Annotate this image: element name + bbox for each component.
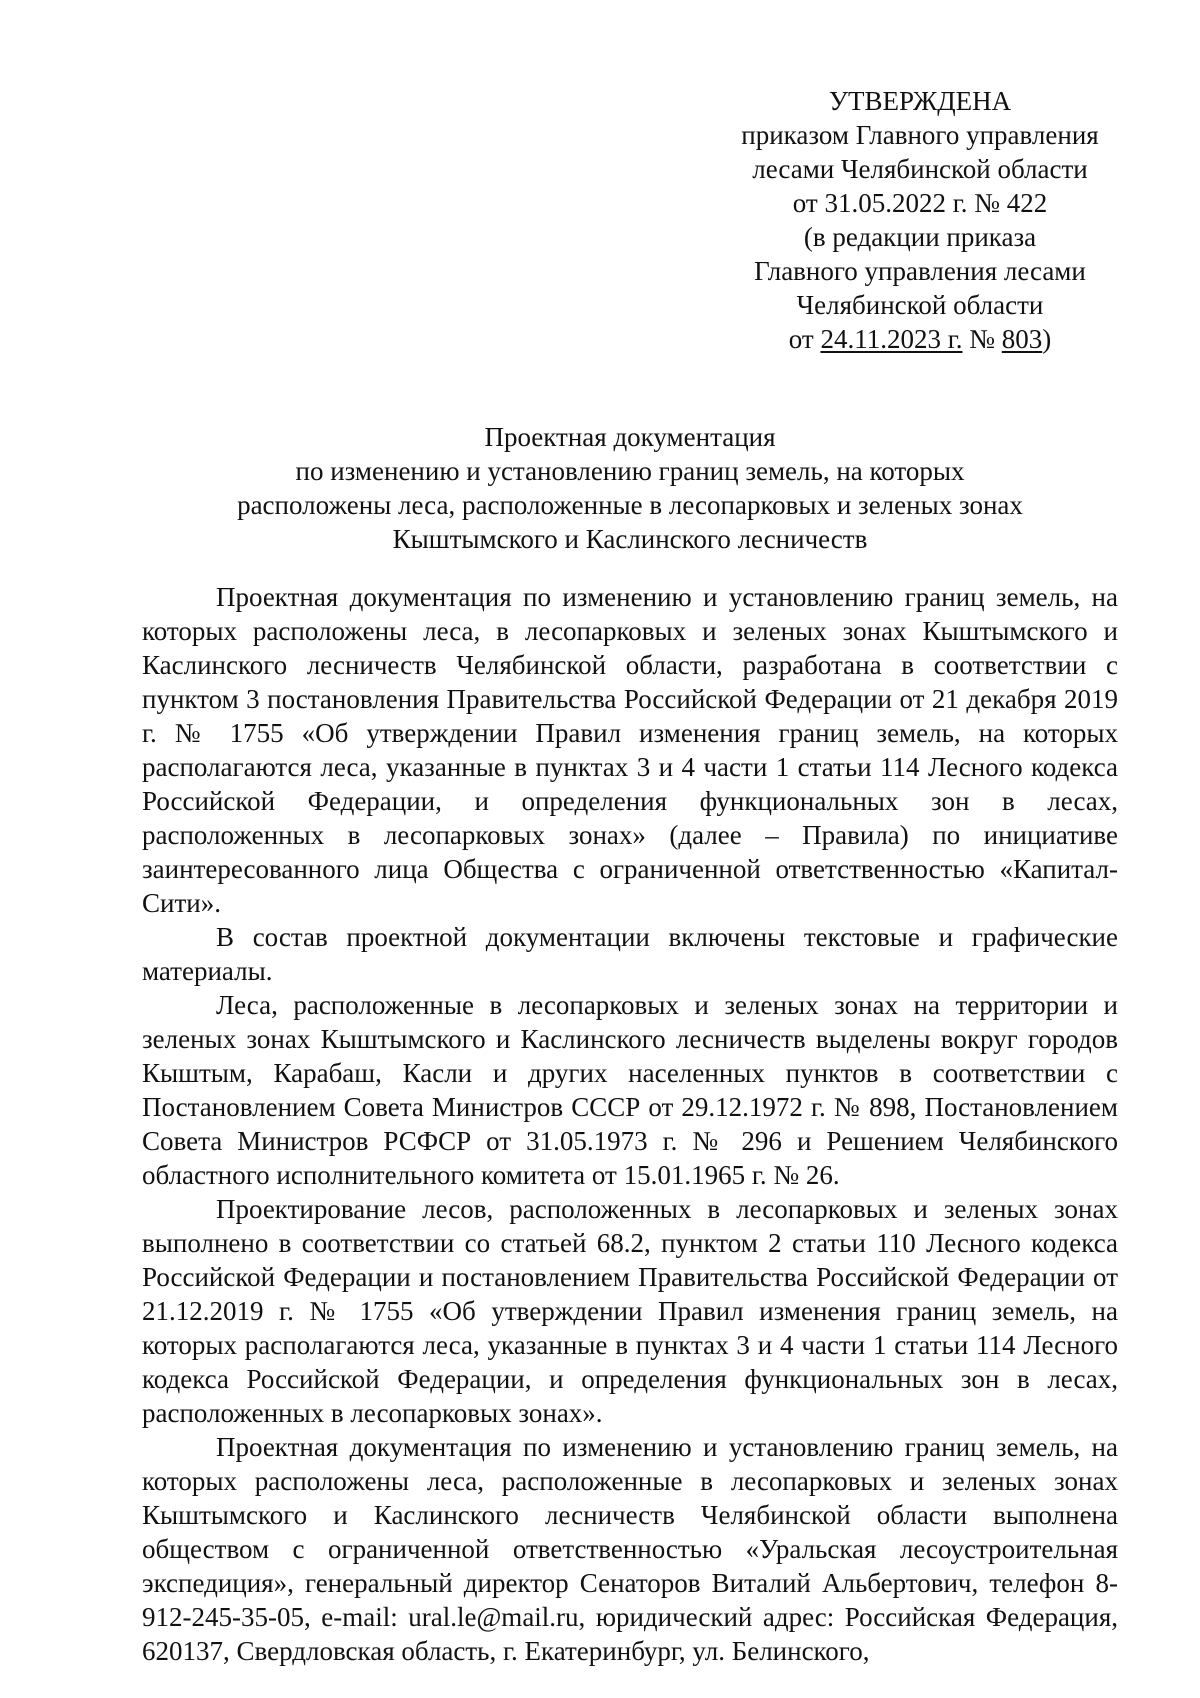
approval-line-7-mid: № <box>962 324 1002 354</box>
approval-line-7-prefix: от <box>788 324 821 354</box>
title-line-3: расположены леса, расположенные в лесопарковых и зеленых зонах <box>237 490 1023 520</box>
approval-line-7 <box>700 322 1140 356</box>
approval-line-5: Главного управления лесами <box>754 256 1086 286</box>
document-body <box>142 580 1118 1668</box>
approval-line-1: приказом Главного управления <box>741 120 1099 150</box>
approval-revision-date: 24.11.2023 г. <box>820 324 963 354</box>
approval-line-7-suffix: ) <box>1042 324 1052 354</box>
paragraph-2: В состав проектной документации включены текстовые и графические материалы. <box>142 922 1118 986</box>
document-title <box>140 420 1120 556</box>
approval-heading: УТВЕРЖДЕНА <box>828 86 1012 116</box>
title-line-1: Проектная документация <box>484 422 776 452</box>
approval-line-4: (в редакции приказа <box>803 222 1037 252</box>
paragraph-5: Проектная документация по изменению и установлению границ земель, на которых расположены леса, расположенные в лесопарковых и зеленых зонах Кыштымского и Каслинского лесничеств Челябинской области выполнена обществом с ограниченной ответственностью «Уральская лесоустроительная экспедиция», генеральный директор Сенаторов Виталий Альбертович, телефон 8-912-245-35-05, e-mail: ural.le@mail.ru, юридический адрес: Российская Федерация, 620137, Свердловская область, г. Екатеринбург, ул. Белинского, <box>142 1432 1118 1666</box>
title-line-4: Кыштымского и Каслинского лесничеств <box>392 524 868 554</box>
approval-line-3: от 31.05.2022 г. № 422 <box>792 188 1048 218</box>
approval-line-2: лесами Челябинской области <box>752 154 1088 184</box>
title-line-2: по изменению и установлению границ земель, на которых <box>295 456 965 486</box>
paragraph-3: Леса, расположенные в лесопарковых и зеленых зонах на территории и зеленых зонах Кыштымского и Каслинского лесничеств выделены вокруг городов Кыштым, Карабаш, Касли и других населенных пунктов в соответствии с Постановлением Совета Министров СССР от 29.12.1972 г. № 898, Постановлением Совета Министров РСФСР от 31.05.1973 г. № 296 и Решением Челябинского областного исполнительного комитета от 15.01.1965 г. № 26. <box>142 990 1118 1190</box>
approval-revision-number: 803 <box>1001 324 1043 354</box>
paragraph-4: Проектирование лесов, расположенных в лесопарковых и зеленых зонах выполнено в соответствии со статьей 68.2, пунктом 2 статьи 110 Лесного кодекса Российской Федерации и постановлением Правительства Российской Федерации от 21.12.2019 г. № 1755 «Об утверждении Правил изменения границ земель, на которых располагаются леса, указанные в пунктах 3 и 4 части 1 статьи 114 Лесного кодекса Российской Федерации, и определения функциональных зон в лесах, расположенных в лесопарковых зонах». <box>142 1194 1118 1428</box>
approval-line-6: Челябинской области <box>796 290 1044 320</box>
approval-stamp-block <box>700 84 1140 356</box>
paragraph-1: Проектная документация по изменению и установлению границ земель, на которых расположены леса, в лесопарковых и зеленых зонах Кыштымского и Каслинского лесничеств Челябинской области, разработана в соответствии с пунктом 3 постановления Правительства Российской Федерации от 21 декабря 2019 г. № 1755 «Об утверждении Правил изменения границ земель, на которых располагаются леса, указанные в пунктах 3 и 4 части 1 статьи 114 Лесного кодекса Российской Федерации, и определения функциональных зон в лесах, расположенных в лесопарковых зонах» (далее – Правила) по инициативе заинтересованного лица Общества с ограниченной ответственностью «Капитал-Сити». <box>142 582 1118 918</box>
